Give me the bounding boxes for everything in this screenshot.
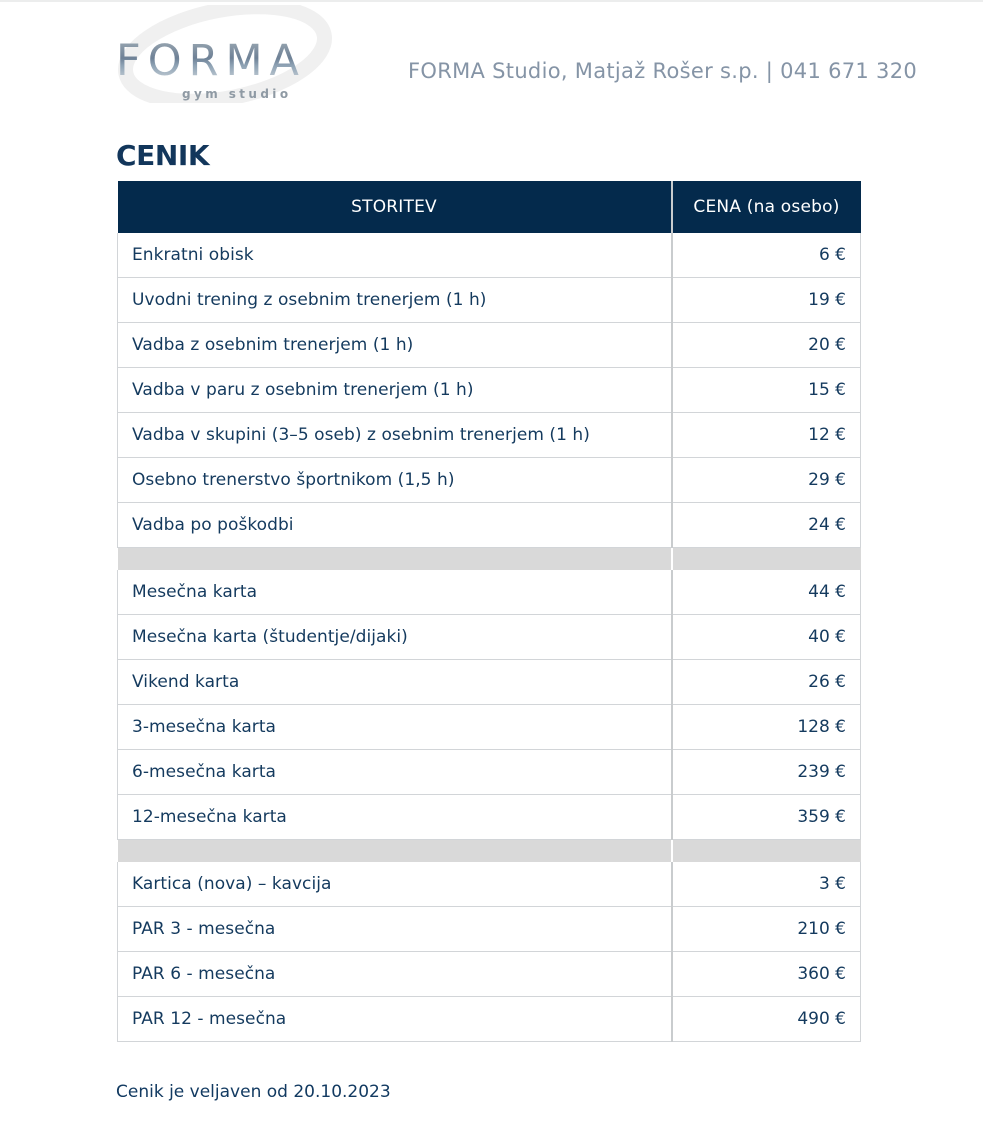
cell-service-name: Mesečna karta (študentje/dijaki) (118, 615, 672, 660)
cell-service-name: Vikend karta (118, 660, 672, 705)
table-row (118, 615, 861, 660)
cell-service-name: Vadba po poškodbi (118, 503, 672, 548)
table-row (118, 952, 861, 997)
cell-service-price: 44 € (672, 570, 861, 615)
cell-service-name: PAR 3 - mesečna (118, 907, 672, 952)
table-row (118, 413, 861, 458)
cell-service-name: 12-mesečna karta (118, 795, 672, 840)
column-header-price: CENA (na osebo) (672, 181, 861, 233)
spacer-cell-service (118, 548, 672, 571)
table-spacer-row (118, 548, 861, 571)
cell-service-name: 3-mesečna karta (118, 705, 672, 750)
table-row (118, 458, 861, 503)
cell-service-price: 15 € (672, 368, 861, 413)
cell-service-name: Enkratni obisk (118, 233, 672, 278)
table-header-row (118, 181, 861, 233)
cell-service-name: Vadba v skupini (3–5 oseb) z osebnim trenerjem (1 h) (118, 413, 672, 458)
table-row (118, 233, 861, 278)
logo-tagline: gym studio (182, 87, 292, 101)
table-row (118, 278, 861, 323)
pricing-table-head (118, 181, 861, 233)
cell-service-name: Mesečna karta (118, 570, 672, 615)
table-spacer-row (118, 840, 861, 863)
validity-note: Cenik je veljaven od 20.10.2023 (116, 1082, 391, 1102)
cell-service-name: 6-mesečna karta (118, 750, 672, 795)
cell-service-price: 26 € (672, 660, 861, 705)
table-row (118, 503, 861, 548)
table-row (118, 997, 861, 1042)
table-row (118, 570, 861, 615)
page-header (0, 0, 983, 112)
cell-service-name: Vadba v paru z osebnim trenerjem (1 h) (118, 368, 672, 413)
page-title: CENIK (116, 138, 210, 172)
pricing-table (117, 181, 861, 1042)
table-row (118, 660, 861, 705)
table-row (118, 907, 861, 952)
cell-service-price: 19 € (672, 278, 861, 323)
cell-service-price: 3 € (672, 862, 861, 907)
pricing-table-body (118, 233, 861, 1042)
cell-service-name: Uvodni trening z osebnim trenerjem (1 h) (118, 278, 672, 323)
logo-wordmark: FORMA (116, 40, 336, 83)
spacer-cell-price (672, 840, 861, 863)
brand-logo (116, 36, 336, 101)
cell-service-price: 360 € (672, 952, 861, 997)
cell-service-price: 29 € (672, 458, 861, 503)
cell-service-name: PAR 12 - mesečna (118, 997, 672, 1042)
cell-service-name: PAR 6 - mesečna (118, 952, 672, 997)
cell-service-price: 40 € (672, 615, 861, 660)
cell-service-name: Osebno trenerstvo športnikom (1,5 h) (118, 458, 672, 503)
cell-service-name: Kartica (nova) – kavcija (118, 862, 672, 907)
spacer-cell-service (118, 840, 672, 863)
table-row (118, 795, 861, 840)
cell-service-price: 210 € (672, 907, 861, 952)
table-row (118, 323, 861, 368)
table-row (118, 862, 861, 907)
cell-service-price: 20 € (672, 323, 861, 368)
cell-service-price: 239 € (672, 750, 861, 795)
column-header-service: STORITEV (118, 181, 672, 233)
cell-service-price: 24 € (672, 503, 861, 548)
cell-service-price: 359 € (672, 795, 861, 840)
table-row (118, 705, 861, 750)
cell-service-price: 128 € (672, 705, 861, 750)
cell-service-name: Vadba z osebnim trenerjem (1 h) (118, 323, 672, 368)
company-contact-line: FORMA Studio, Matjaž Rošer s.p. | 041 671 320 (408, 59, 918, 83)
cell-service-price: 490 € (672, 997, 861, 1042)
table-row (118, 368, 861, 413)
table-row (118, 750, 861, 795)
spacer-cell-price (672, 548, 861, 571)
cell-service-price: 6 € (672, 233, 861, 278)
cell-service-price: 12 € (672, 413, 861, 458)
